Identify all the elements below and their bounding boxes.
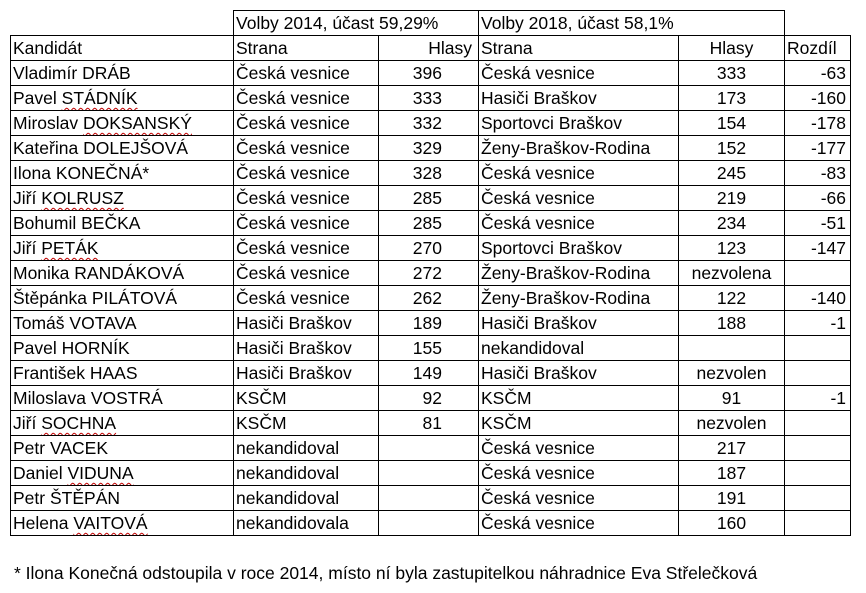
difference-cell: -1 [785, 311, 851, 336]
party-2018-cell: Hasiči Braškov [479, 361, 679, 386]
candidate-last-name: STÁDNÍK [61, 88, 138, 108]
party-2018-column-header: Strana [479, 36, 679, 61]
party-2018-cell: Česká vesnice [479, 211, 679, 236]
table-row [11, 161, 851, 186]
candidate-last-name: VAITOVÁ [73, 513, 148, 533]
difference-cell [785, 336, 851, 361]
candidate-column-header: Kandidát [11, 36, 234, 61]
candidate-rows [11, 61, 851, 536]
votes-2014-cell: 285 [379, 186, 479, 211]
candidate-name-cell [11, 486, 234, 511]
candidate-first-name: Tomáš [13, 313, 65, 333]
difference-cell [785, 461, 851, 486]
candidate-name-cell [11, 136, 234, 161]
candidate-last-name: SOCHNA [41, 413, 117, 433]
candidate-last-name: VACEK [49, 438, 109, 458]
candidate-first-name: Miloslava [13, 388, 86, 408]
candidate-first-name: František [13, 363, 85, 383]
election-results-table [10, 10, 851, 536]
candidate-first-name: Pavel [13, 338, 57, 358]
votes-2014-cell [379, 461, 479, 486]
candidate-name-cell [11, 261, 234, 286]
votes-2018-cell: 234 [679, 211, 785, 236]
party-2014-cell: Česká vesnice [234, 61, 379, 86]
party-2014-cell: nekandidoval [234, 486, 379, 511]
party-2018-cell: Česká vesnice [479, 511, 679, 536]
party-2018-cell: Hasiči Braškov [479, 311, 679, 336]
candidate-first-name: Petr [13, 488, 46, 508]
candidate-name-cell [11, 436, 234, 461]
votes-2018-cell: 245 [679, 161, 785, 186]
party-2018-cell: Ženy-Braškov-Rodina [479, 261, 679, 286]
votes-2018-cell: 217 [679, 436, 785, 461]
candidate-last-name: DRÁB [82, 63, 131, 83]
party-2014-cell: Česká vesnice [234, 186, 379, 211]
difference-cell [785, 361, 851, 386]
difference-cell: -66 [785, 186, 851, 211]
candidate-first-name: Jiří [13, 238, 37, 258]
table-row [11, 186, 851, 211]
votes-2014-cell: 285 [379, 211, 479, 236]
votes-2018-cell: 91 [679, 386, 785, 411]
party-2014-cell: Česká vesnice [234, 161, 379, 186]
votes-2014-cell: 272 [379, 261, 479, 286]
candidate-last-name: VOSTRÁ [90, 388, 163, 408]
table-row [11, 486, 851, 511]
table-row [11, 436, 851, 461]
votes-2018-cell [679, 336, 785, 361]
difference-cell: -83 [785, 161, 851, 186]
table-row [11, 461, 851, 486]
votes-2014-cell [379, 436, 479, 461]
header-empty-cell [785, 11, 851, 36]
difference-cell: -63 [785, 61, 851, 86]
candidate-first-name: Ilona [13, 163, 51, 183]
party-2014-cell: nekandidoval [234, 461, 379, 486]
table-row [11, 86, 851, 111]
candidate-first-name: Pavel [13, 88, 57, 108]
party-2014-cell: Česká vesnice [234, 136, 379, 161]
candidate-first-name: Petr [13, 438, 46, 458]
party-2018-cell: Česká vesnice [479, 186, 679, 211]
votes-2014-cell: 328 [379, 161, 479, 186]
party-2014-cell: Česká vesnice [234, 211, 379, 236]
party-2018-cell: KSČM [479, 411, 679, 436]
votes-2018-cell: nezvolen [679, 411, 785, 436]
candidate-last-name: RANDÁKOVÁ [74, 263, 185, 283]
candidate-first-name: Daniel [13, 463, 63, 483]
party-2014-cell: Česká vesnice [234, 286, 379, 311]
party-2014-cell: Hasiči Braškov [234, 336, 379, 361]
candidate-last-name: HAAS [89, 363, 138, 383]
votes-2014-cell: 396 [379, 61, 479, 86]
party-2014-cell: Česká vesnice [234, 236, 379, 261]
votes-2014-cell: 189 [379, 311, 479, 336]
votes-2018-cell: 154 [679, 111, 785, 136]
votes-2018-cell: nezvolena [679, 261, 785, 286]
votes-2018-cell: 173 [679, 86, 785, 111]
party-2018-cell: Sportovci Braškov [479, 236, 679, 261]
table-row [11, 311, 851, 336]
election-header-row [11, 11, 851, 36]
votes-2014-column-header: Hlasy [379, 36, 479, 61]
candidate-name-cell [11, 161, 234, 186]
votes-2018-cell: 123 [679, 236, 785, 261]
party-2018-cell: nekandidoval [479, 336, 679, 361]
party-2014-cell: KSČM [234, 386, 379, 411]
candidate-name-cell [11, 111, 234, 136]
candidate-name-cell [11, 461, 234, 486]
party-2014-cell: Česká vesnice [234, 86, 379, 111]
candidate-last-name: ŠTĚPÁN [49, 488, 121, 508]
table-row [11, 411, 851, 436]
table-row [11, 386, 851, 411]
candidate-last-name: DOKSANSKÝ [83, 113, 192, 133]
header-empty-cell [11, 11, 234, 36]
difference-cell: -1 [785, 386, 851, 411]
candidate-first-name: Vladimír [13, 63, 78, 83]
candidate-last-name: BEČKA [81, 213, 141, 233]
candidate-name-cell [11, 361, 234, 386]
difference-cell [785, 261, 851, 286]
party-2018-cell: Česká vesnice [479, 436, 679, 461]
column-header-row [11, 36, 851, 61]
table-row [11, 61, 851, 86]
difference-cell [785, 511, 851, 536]
table-row [11, 111, 851, 136]
candidate-first-name: Kateřina [13, 138, 79, 158]
candidate-last-name: PETÁK [41, 238, 99, 258]
party-2014-cell: Česká vesnice [234, 261, 379, 286]
votes-2014-cell: 333 [379, 86, 479, 111]
candidate-last-name: PILÁTOVÁ [91, 288, 178, 308]
candidate-last-name: DOLEJŠOVÁ [83, 138, 189, 158]
candidate-last-name: VOTAVA [69, 313, 137, 333]
candidate-last-name: HORNÍK [61, 338, 130, 358]
table-row [11, 286, 851, 311]
difference-cell [785, 411, 851, 436]
election-2014-header: Volby 2014, účast 59,29% [234, 11, 479, 36]
difference-cell: -51 [785, 211, 851, 236]
votes-2014-cell: 270 [379, 236, 479, 261]
party-2018-cell: Česká vesnice [479, 486, 679, 511]
party-2018-cell: Česká vesnice [479, 161, 679, 186]
difference-cell [785, 436, 851, 461]
candidate-name-cell [11, 511, 234, 536]
votes-2014-cell: 332 [379, 111, 479, 136]
footnote: * Ilona Konečná odstoupila v roce 2014, místo ní byla zastupitelkou náhradnice Eva Střelečková [14, 563, 758, 583]
votes-2014-cell: 81 [379, 411, 479, 436]
party-2014-cell: nekandidovala [234, 511, 379, 536]
candidate-first-name: Helena [13, 513, 69, 533]
difference-cell: -147 [785, 236, 851, 261]
table-row [11, 211, 851, 236]
candidate-first-name: Jiří [13, 413, 37, 433]
party-2018-cell: KSČM [479, 386, 679, 411]
table-row [11, 336, 851, 361]
party-2018-cell: Hasiči Braškov [479, 86, 679, 111]
votes-2018-cell: 187 [679, 461, 785, 486]
votes-2014-cell: 149 [379, 361, 479, 386]
candidate-name-cell [11, 386, 234, 411]
candidate-name-cell [11, 411, 234, 436]
candidate-first-name: Jiří [13, 188, 37, 208]
party-2018-cell: Česká vesnice [479, 61, 679, 86]
difference-cell: -177 [785, 136, 851, 161]
votes-2018-column-header: Hlasy [679, 36, 785, 61]
candidate-name-cell [11, 286, 234, 311]
votes-2014-cell: 155 [379, 336, 479, 361]
votes-2014-cell [379, 511, 479, 536]
votes-2018-cell: nezvolen [679, 361, 785, 386]
votes-2018-cell: 152 [679, 136, 785, 161]
candidate-name-cell [11, 336, 234, 361]
table-row [11, 361, 851, 386]
votes-2014-cell: 262 [379, 286, 479, 311]
candidate-name-cell [11, 61, 234, 86]
difference-column-header: Rozdíl [785, 36, 851, 61]
candidate-name-cell [11, 186, 234, 211]
election-2018-header: Volby 2018, účast 58,1% [479, 11, 785, 36]
candidate-last-name: KOLRUSZ [41, 188, 124, 208]
party-2014-cell: Hasiči Braškov [234, 311, 379, 336]
candidate-first-name: Bohumil [13, 213, 77, 233]
candidate-first-name: Štěpánka [13, 288, 87, 308]
candidate-first-name: Monika [13, 263, 70, 283]
party-2018-cell: Sportovci Braškov [479, 111, 679, 136]
candidate-last-name: KONEČNÁ* [55, 163, 150, 183]
votes-2018-cell: 160 [679, 511, 785, 536]
party-2014-cell: Hasiči Braškov [234, 361, 379, 386]
votes-2014-cell: 92 [379, 386, 479, 411]
candidate-name-cell [11, 211, 234, 236]
table-row [11, 261, 851, 286]
party-2014-cell: KSČM [234, 411, 379, 436]
votes-2018-cell: 122 [679, 286, 785, 311]
party-2014-cell: Česká vesnice [234, 111, 379, 136]
party-2014-cell: nekandidoval [234, 436, 379, 461]
difference-cell: -178 [785, 111, 851, 136]
difference-cell: -140 [785, 286, 851, 311]
table-row [11, 136, 851, 161]
candidate-last-name: VIDUNA [67, 463, 134, 483]
candidate-first-name: Miroslav [13, 113, 79, 133]
party-2018-cell: Česká vesnice [479, 461, 679, 486]
votes-2018-cell: 188 [679, 311, 785, 336]
difference-cell: -160 [785, 86, 851, 111]
votes-2014-cell: 329 [379, 136, 479, 161]
votes-2014-cell [379, 486, 479, 511]
candidate-name-cell [11, 86, 234, 111]
candidate-name-cell [11, 311, 234, 336]
table-row [11, 236, 851, 261]
votes-2018-cell: 333 [679, 61, 785, 86]
table-row [11, 511, 851, 536]
party-2018-cell: Ženy-Braškov-Rodina [479, 286, 679, 311]
candidate-name-cell [11, 236, 234, 261]
difference-cell [785, 486, 851, 511]
party-2018-cell: Ženy-Braškov-Rodina [479, 136, 679, 161]
party-2014-column-header: Strana [234, 36, 379, 61]
votes-2018-cell: 191 [679, 486, 785, 511]
votes-2018-cell: 219 [679, 186, 785, 211]
